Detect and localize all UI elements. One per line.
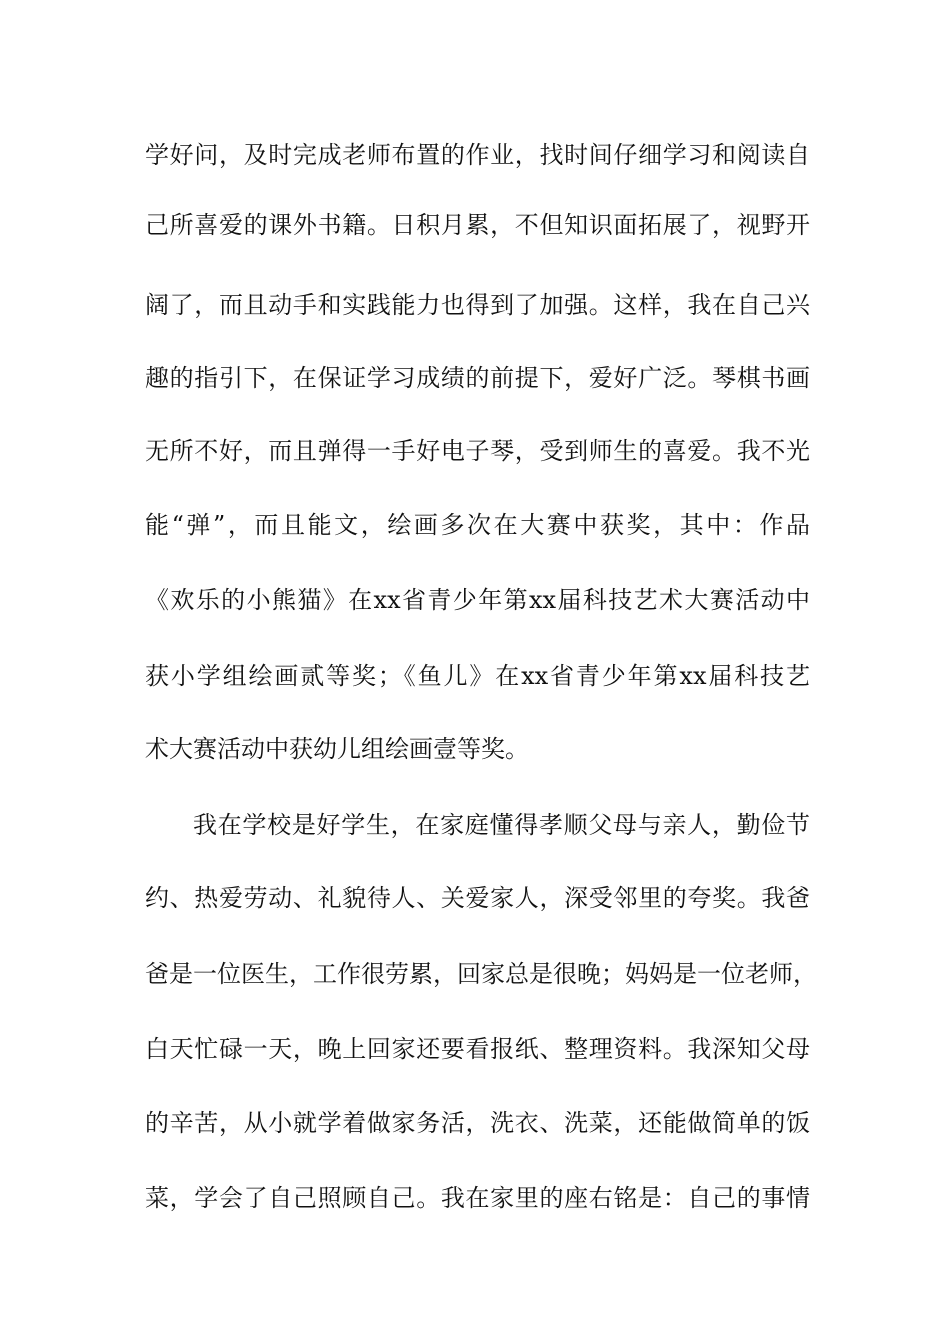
text-line-3: 阔了，而且动手和实践能力也得到了加强。这样，我在自己兴 bbox=[145, 291, 810, 319]
text-line-2: 己所喜爱的课外书籍。日积月累，不但知识面拓展了，视野开 bbox=[145, 211, 810, 239]
text-line-4: 趣的指引下，在保证学习成绩的前提下，爱好广泛。琴棋书画 bbox=[145, 364, 810, 392]
text-line-7: 《欢乐的小熊猫》在xx省青少年第xx届科技艺术大赛活动中 bbox=[145, 586, 810, 614]
text-line-13: 白天忙碌一天，晚上回家还要看报纸、整理资料。我深知父母 bbox=[145, 1035, 810, 1063]
text-line-12: 爸是一位医生，工作很劳累，回家总是很晚；妈妈是一位老师， bbox=[145, 960, 817, 988]
text-line-15: 菜，学会了自己照顾自己。我在家里的座右铭是：自己的事情 bbox=[145, 1184, 810, 1212]
text-line-1: 学好问，及时完成老师布置的作业，找时间仔细学习和阅读自 bbox=[145, 141, 810, 169]
text-line-6: 能“弹”，而且能文，绘画多次在大赛中获奖，其中：作品 bbox=[145, 511, 810, 539]
text-line-5: 无所不好，而且弹得一手好电子琴，受到师生的喜爱。我不光 bbox=[145, 437, 810, 465]
text-line-9: 术大赛活动中获幼儿组绘画壹等奖。 bbox=[145, 735, 529, 763]
text-line-14: 的辛苦，从小就学着做家务活，洗衣、洗菜，还能做简单的饭 bbox=[145, 1109, 810, 1137]
text-line-10: 我在学校是好学生，在家庭懂得孝顺父母与亲人，勤俭节 bbox=[193, 811, 810, 839]
text-line-8: 获小学组绘画贰等奖；《鱼儿》在xx省青少年第xx届科技艺 bbox=[145, 662, 810, 690]
text-line-11: 约、热爱劳动、礼貌待人、关爱家人，深受邻里的夸奖。我爸 bbox=[145, 884, 810, 912]
